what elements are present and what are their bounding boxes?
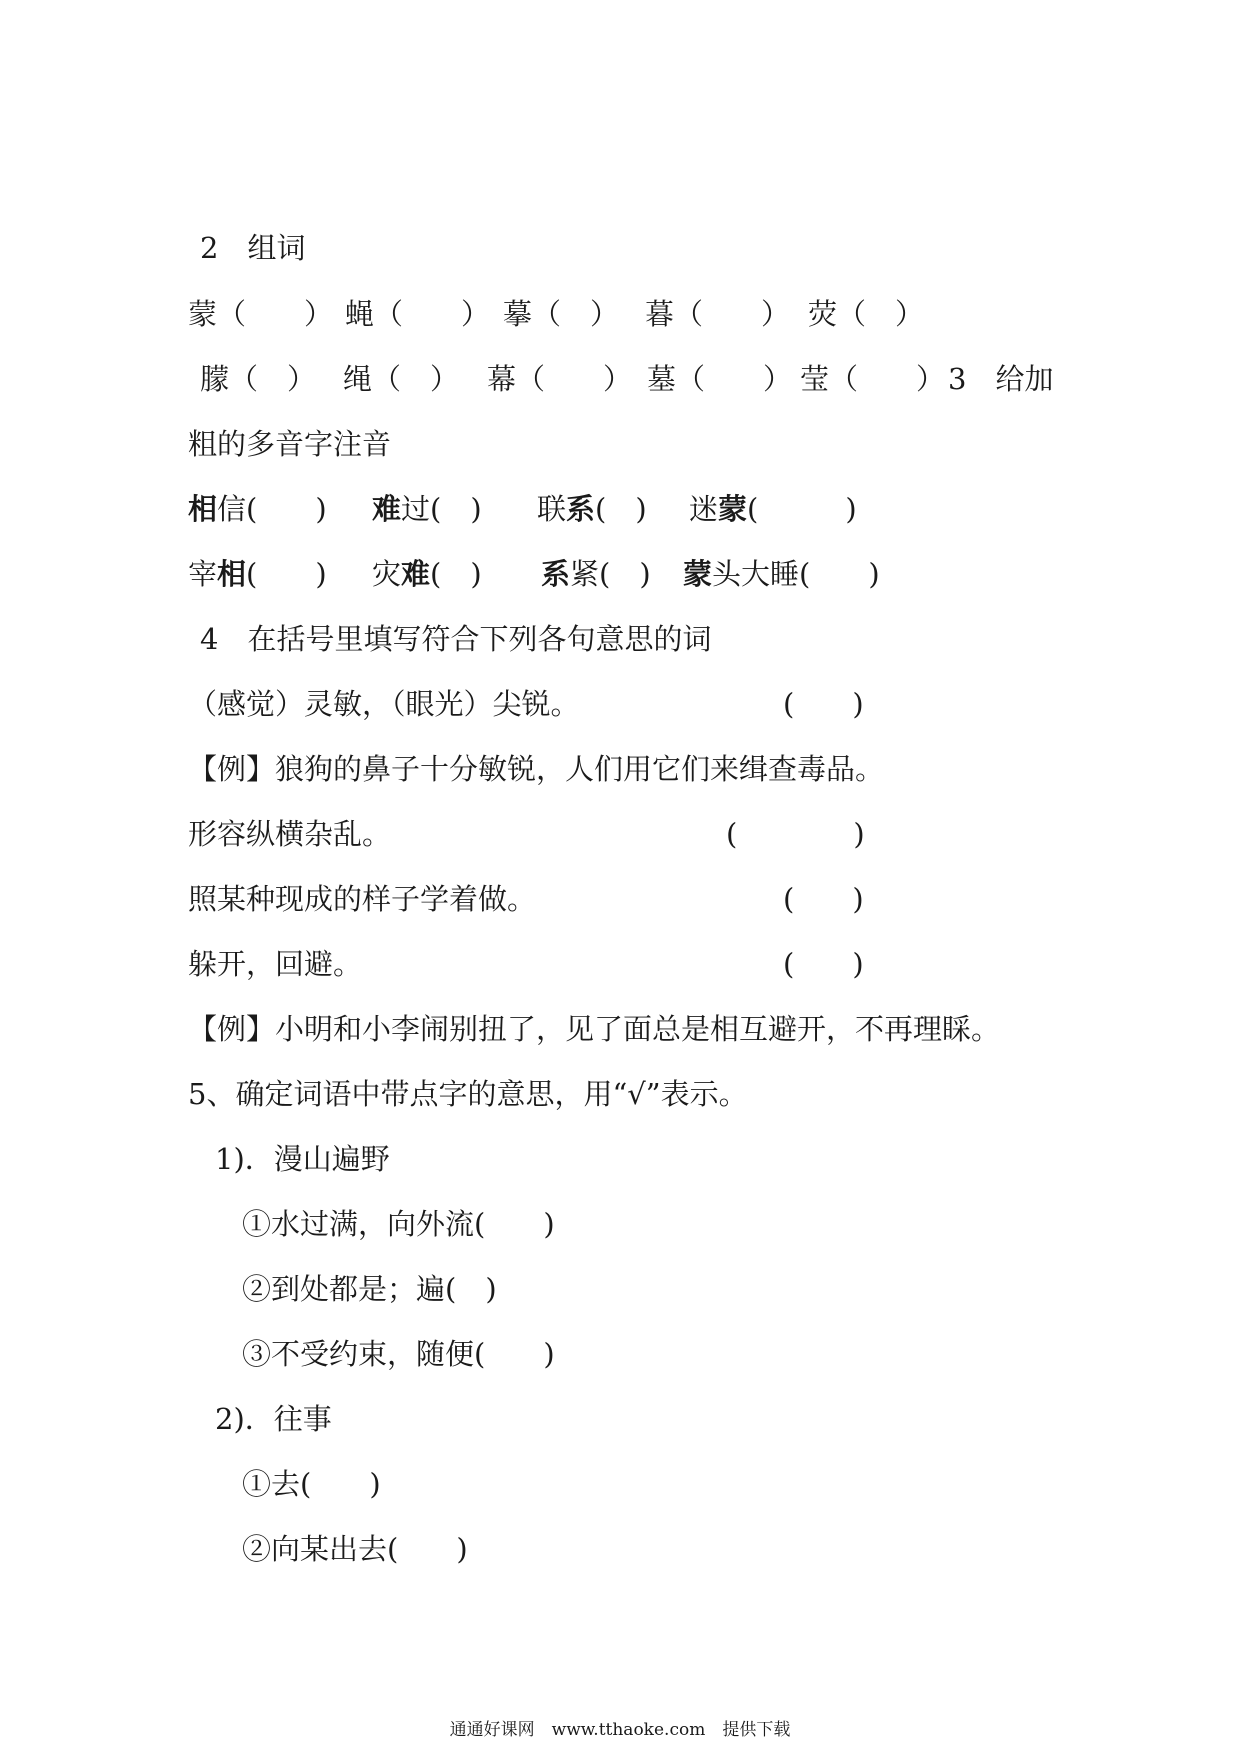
- word-blank[interactable]: 莹（ ）: [800, 362, 946, 396]
- word-blank[interactable]: 墓（ ）: [647, 362, 793, 396]
- polyphone-item[interactable]: 难过( ): [372, 492, 482, 526]
- answer-blank[interactable]: ( ): [726, 817, 865, 851]
- answer-blank[interactable]: ( ): [783, 882, 864, 916]
- polyphone-item[interactable]: 蒙头大睡( ): [683, 557, 880, 591]
- word-blank[interactable]: 蝇（ ）: [345, 297, 491, 331]
- word-blank[interactable]: 绳（ ）: [343, 362, 460, 396]
- answer-blank[interactable]: ( ): [783, 947, 864, 981]
- word-blank[interactable]: 朦（ ）: [200, 362, 317, 396]
- q4-definition: 形容纵横杂乱。: [188, 817, 392, 851]
- word-blank[interactable]: 幕（ ）: [487, 362, 633, 396]
- word-blank[interactable]: 蒙（ ）: [188, 297, 334, 331]
- page-footer: 通通好课网 www.tthaoke.com 提供下载: [449, 1720, 791, 1740]
- q4-definition: （感觉）灵敏，（眼光）尖锐。: [188, 687, 580, 721]
- q4-definition: 照某种现成的样子学着做。: [188, 882, 537, 916]
- meaning-option[interactable]: ③不受约束，随便( ): [242, 1337, 555, 1371]
- q3-title-part1: 3 给加: [948, 362, 1054, 396]
- meaning-option[interactable]: ②到处都是；遍( ): [242, 1272, 497, 1306]
- word-blank[interactable]: 摹（ ）: [503, 297, 620, 331]
- answer-blank[interactable]: ( ): [783, 687, 864, 721]
- q4-title: 4 在括号里填写符合下列各句意思的词: [200, 622, 712, 656]
- polyphone-item[interactable]: 灾难( ): [372, 557, 482, 591]
- q5-sub1-label: 1)．漫山遍野: [215, 1142, 390, 1176]
- q3-title-part2: 粗的多音字注音: [188, 427, 392, 461]
- polyphone-item[interactable]: 联系( ): [537, 492, 647, 526]
- q2-title: 2 组词: [200, 231, 306, 265]
- polyphone-item[interactable]: 相信( ): [188, 492, 327, 526]
- polyphone-item[interactable]: 系紧( ): [541, 557, 651, 591]
- polyphone-item[interactable]: 宰相( ): [188, 557, 327, 591]
- meaning-option[interactable]: ①水过满，向外流( ): [242, 1207, 555, 1241]
- q5-title: 5、确定词语中带点字的意思，用“√”表示。: [188, 1077, 748, 1111]
- q4-example: 【例】狼狗的鼻子十分敏锐，人们用它们来缉查毒品。: [188, 752, 885, 786]
- polyphone-item[interactable]: 迷蒙( ): [689, 492, 857, 526]
- q4-example: 【例】小明和小李闹别扭了，见了面总是相互避开，不再理睬。: [188, 1012, 1001, 1046]
- meaning-option[interactable]: ①去( ): [242, 1467, 381, 1501]
- word-blank[interactable]: 荧（ ）: [808, 297, 925, 331]
- q5-sub2-label: 2)．往事: [215, 1402, 332, 1436]
- meaning-option[interactable]: ②向某出去( ): [242, 1532, 468, 1566]
- word-blank[interactable]: 暮（ ）: [645, 297, 791, 331]
- q4-definition: 躲开，回避。: [188, 947, 363, 981]
